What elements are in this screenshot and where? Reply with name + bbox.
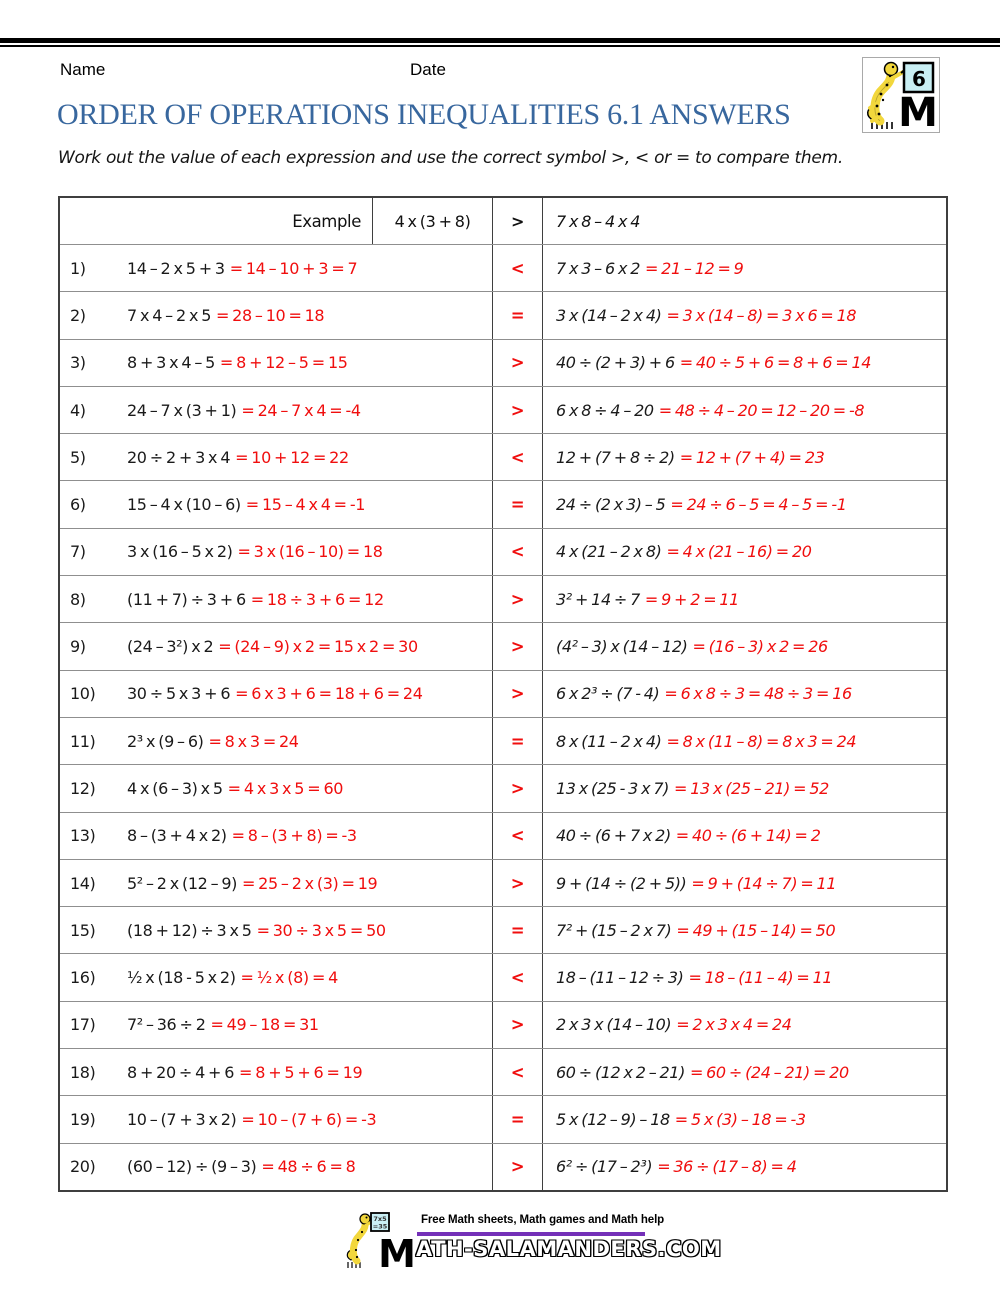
right-cell xyxy=(542,1096,946,1142)
right-cell xyxy=(542,623,946,669)
left-cell xyxy=(60,529,492,575)
comparison-symbol: < xyxy=(492,529,542,575)
table-row xyxy=(60,670,946,717)
left-cell xyxy=(60,623,492,669)
footer-tagline: Free Math sheets, Math games and Math help xyxy=(421,1214,665,1226)
row-number: 8) xyxy=(70,589,86,609)
right-answer: = 40 ÷ 5 + 6 = 8 + 6 = 14 xyxy=(679,353,872,373)
comparison-symbol: > xyxy=(492,671,542,717)
left-cell xyxy=(60,1096,492,1142)
right-expression: 12 + (7 + 8 ÷ 2) xyxy=(556,447,675,467)
footer-salamander-icon xyxy=(345,1210,417,1272)
table-row xyxy=(60,764,946,811)
right-cell xyxy=(542,292,946,338)
right-answer: = 48 ÷ 4 – 20 = 12 – 20 = -8 xyxy=(658,400,865,420)
left-expression: 4 x (6 – 3) x 5 xyxy=(127,778,223,798)
row-number: 2) xyxy=(70,305,86,325)
left-expression: (24 – 3²) x 2 xyxy=(127,637,214,657)
right-answer: = 13 x (25 – 21) = 52 xyxy=(674,778,829,798)
row-number: 17) xyxy=(70,1015,96,1035)
left-cell xyxy=(60,813,492,859)
left-answer: = 6 x 3 + 6 = 18 + 6 = 24 xyxy=(235,684,423,704)
right-expression: 40 ÷ (2 + 3) + 6 xyxy=(556,353,675,373)
right-answer: = (16 – 3) x 2 = 26 xyxy=(692,637,828,657)
left-answer: = 8 + 12 – 5 = 15 xyxy=(219,353,348,373)
left-expression: (18 + 12) ÷ 3 x 5 xyxy=(127,920,252,940)
right-cell xyxy=(542,954,946,1000)
right-answer: = 2 x 3 x 4 = 24 xyxy=(676,1015,792,1035)
right-expression: (4² – 3) x (14 – 12) xyxy=(556,637,688,657)
left-answer: = ½ x (8) = 4 xyxy=(240,968,338,988)
left-answer: = 4 x 3 x 5 = 60 xyxy=(227,778,344,798)
right-answer: = 12 + (7 + 4) = 23 xyxy=(679,447,825,467)
row-number: 3) xyxy=(70,353,86,373)
example-right-expression: 7 x 8 – 4 x 4 xyxy=(542,198,946,244)
right-cell xyxy=(542,671,946,717)
right-expression: 40 ÷ (6 + 7 x 2) xyxy=(556,826,671,846)
left-answer: = 8 x 3 = 24 xyxy=(208,731,299,751)
right-answer: = 21 – 12 = 9 xyxy=(644,258,744,278)
right-expression: 2 x 3 x (14 – 10) xyxy=(556,1015,672,1035)
left-cell xyxy=(60,292,492,338)
right-answer: = 8 x (11 – 8) = 8 x 3 = 24 xyxy=(666,731,857,751)
right-answer: = 18 – (11 – 4) = 11 xyxy=(688,968,833,988)
left-answer: = 10 – (7 + 6) = -3 xyxy=(241,1109,377,1129)
left-answer: = 14 – 10 + 3 = 7 xyxy=(229,258,358,278)
instruction-text: Work out the value of each expression and use the correct symbol >, < or = to compare them. xyxy=(58,148,843,168)
right-expression: 6² ÷ (17 – 2³) xyxy=(556,1157,653,1177)
row-number: 19) xyxy=(70,1109,96,1129)
right-answer: = 24 ÷ 6 – 5 = 4 – 5 = -1 xyxy=(670,495,847,515)
left-answer: = 28 – 10 = 18 xyxy=(215,305,325,325)
table-row xyxy=(60,575,946,622)
left-answer: = 3 x (16 – 10) = 18 xyxy=(237,542,383,562)
comparison-symbol: < xyxy=(492,813,542,859)
row-number: 18) xyxy=(70,1062,96,1082)
right-cell xyxy=(542,481,946,527)
left-answer: = 25 – 2 x (3) = 19 xyxy=(241,873,378,893)
table-row xyxy=(60,717,946,764)
comparison-symbol: > xyxy=(492,623,542,669)
left-answer: = 49 – 18 = 31 xyxy=(210,1015,319,1035)
left-expression: ½ x (18 - 5 x 2) xyxy=(127,968,236,988)
table-row xyxy=(60,953,946,1000)
left-expression: (11 + 7) ÷ 3 + 6 xyxy=(127,589,246,609)
left-expression: 5² – 2 x (12 – 9) xyxy=(127,873,237,893)
right-expression: 7 x 3 – 6 x 2 xyxy=(556,258,640,278)
left-cell xyxy=(60,245,492,291)
worksheet-table xyxy=(58,196,948,1192)
left-cell xyxy=(60,765,492,811)
table-row xyxy=(60,812,946,859)
example-left-expression: 4 x (3 + 8) xyxy=(372,198,492,244)
table-row xyxy=(60,1143,946,1190)
footer-m-icon: M xyxy=(378,1232,416,1272)
left-expression: 15 – 4 x (10 – 6) xyxy=(127,495,241,515)
left-cell xyxy=(60,718,492,764)
row-number: 5) xyxy=(70,447,86,467)
table-row xyxy=(60,859,946,906)
left-expression: 7² – 36 ÷ 2 xyxy=(127,1015,206,1035)
row-number: 12) xyxy=(70,778,96,798)
right-cell xyxy=(542,718,946,764)
right-answer: = 40 ÷ (6 + 14) = 2 xyxy=(675,826,821,846)
right-answer: = 9 + (14 ÷ 7) = 11 xyxy=(691,873,837,893)
grade-badge xyxy=(862,57,940,133)
right-cell xyxy=(542,529,946,575)
right-answer: = 6 x 8 ÷ 3 = 48 ÷ 3 = 16 xyxy=(664,684,852,704)
right-cell xyxy=(542,340,946,386)
comparison-symbol: = xyxy=(492,292,542,338)
row-number: 14) xyxy=(70,873,96,893)
left-answer: = (24 – 9) x 2 = 15 x 2 = 30 xyxy=(218,637,418,657)
comparison-symbol: > xyxy=(492,1144,542,1190)
table-row xyxy=(60,1048,946,1095)
row-number: 9) xyxy=(70,637,86,657)
comparison-symbol: > xyxy=(492,340,542,386)
right-answer: = 36 ÷ (17 – 8) = 4 xyxy=(657,1157,797,1177)
row-number: 16) xyxy=(70,968,96,988)
comparison-symbol: < xyxy=(492,1049,542,1095)
left-expression: 8 + 20 ÷ 4 + 6 xyxy=(127,1062,235,1082)
table-row xyxy=(60,1095,946,1142)
right-answer: = 3 x (14 – 8) = 3 x 6 = 18 xyxy=(666,305,857,325)
right-expression: 60 ÷ (12 x 2 – 21) xyxy=(556,1062,685,1082)
salamander-grade-icon xyxy=(863,58,939,132)
left-cell xyxy=(60,860,492,906)
row-number: 7) xyxy=(70,542,86,562)
footer-divider xyxy=(417,1232,645,1236)
right-cell xyxy=(542,434,946,480)
table-row xyxy=(60,906,946,953)
comparison-symbol: > xyxy=(492,576,542,622)
left-cell xyxy=(60,387,492,433)
left-answer: = 10 + 12 = 22 xyxy=(235,447,349,467)
left-cell xyxy=(60,1002,492,1048)
comparison-symbol: = xyxy=(492,481,542,527)
example-label: Example xyxy=(292,211,361,231)
board-text-2: =35 xyxy=(372,1222,388,1231)
row-number: 1) xyxy=(70,258,86,278)
table-row xyxy=(60,244,946,291)
left-answer: = 30 ÷ 3 x 5 = 50 xyxy=(256,920,386,940)
comparison-symbol: = xyxy=(492,718,542,764)
table-row xyxy=(60,528,946,575)
left-cell xyxy=(60,1049,492,1095)
right-expression: 7² + (15 – 2 x 7) xyxy=(556,920,672,940)
comparison-symbol: < xyxy=(492,954,542,1000)
right-expression: 6 x 8 ÷ 4 – 20 xyxy=(556,400,654,420)
row-number: 20) xyxy=(70,1157,96,1177)
left-cell xyxy=(60,576,492,622)
table-row xyxy=(60,622,946,669)
right-cell xyxy=(542,387,946,433)
right-answer: = 49 + (15 – 14) = 50 xyxy=(676,920,836,940)
right-expression: 18 – (11 – 12 ÷ 3) xyxy=(556,968,684,988)
left-answer: = 8 – (3 + 8) = -3 xyxy=(231,826,357,846)
site-name: ATH-SALAMANDERS.COM xyxy=(416,1237,722,1261)
table-row xyxy=(60,480,946,527)
date-label: Date xyxy=(410,60,446,79)
right-expression: 6 x 2³ ÷ (7 - 4) xyxy=(556,684,660,704)
left-cell xyxy=(60,954,492,1000)
left-expression: 8 + 3 x 4 – 5 xyxy=(127,353,215,373)
right-expression: 5 x (12 – 9) – 18 xyxy=(556,1109,670,1129)
left-expression: 30 ÷ 5 x 3 + 6 xyxy=(127,684,231,704)
left-cell xyxy=(60,481,492,527)
comparison-symbol: > xyxy=(492,860,542,906)
comparison-symbol: > xyxy=(492,765,542,811)
right-cell xyxy=(542,1144,946,1190)
right-expression: 24 ÷ (2 x 3) – 5 xyxy=(556,495,666,515)
right-cell xyxy=(542,813,946,859)
right-expression: 4 x (21 – 2 x 8) xyxy=(556,542,662,562)
left-answer: = 24 – 7 x 4 = -4 xyxy=(241,400,361,420)
left-cell xyxy=(60,907,492,953)
right-answer: = 5 x (3) – 18 = -3 xyxy=(674,1109,806,1129)
name-label: Name xyxy=(60,60,106,79)
row-number: 11) xyxy=(70,731,96,751)
right-cell xyxy=(542,1002,946,1048)
right-expression: 3² + 14 ÷ 7 xyxy=(556,589,640,609)
right-cell xyxy=(542,576,946,622)
left-expression: 20 ÷ 2 + 3 x 4 xyxy=(127,447,231,467)
right-answer: = 60 ÷ (24 – 21) = 20 xyxy=(689,1062,849,1082)
right-expression: 8 x (11 – 2 x 4) xyxy=(556,731,662,751)
left-answer: = 8 + 5 + 6 = 19 xyxy=(239,1062,363,1082)
m-logo-icon: M xyxy=(898,90,938,132)
left-cell xyxy=(60,1144,492,1190)
example-symbol: > xyxy=(492,198,542,244)
footer xyxy=(0,1210,1000,1274)
left-expression: 8 – (3 + 4 x 2) xyxy=(127,826,227,846)
comparison-symbol: > xyxy=(492,387,542,433)
row-number: 10) xyxy=(70,684,96,704)
right-answer: = 9 + 2 = 11 xyxy=(644,589,739,609)
page-title: ORDER OF OPERATIONS INEQUALITIES 6.1 ANSWERS xyxy=(57,98,791,131)
left-expression: 2³ x (9 – 6) xyxy=(127,731,204,751)
right-expression: 9 + (14 ÷ (2 + 5)) xyxy=(556,873,687,893)
right-expression: 3 x (14 – 2 x 4) xyxy=(556,305,662,325)
example-row xyxy=(60,198,946,244)
comparison-symbol: = xyxy=(492,1096,542,1142)
left-answer: = 48 ÷ 6 = 8 xyxy=(261,1157,356,1177)
left-expression: 3 x (16 – 5 x 2) xyxy=(127,542,233,562)
row-number: 6) xyxy=(70,495,86,515)
left-expression: 14 – 2 x 5 + 3 xyxy=(127,258,225,278)
table-row xyxy=(60,291,946,338)
row-number: 15) xyxy=(70,920,96,940)
table-row xyxy=(60,339,946,386)
board-text-1: 7x5 xyxy=(373,1215,387,1223)
right-expression: 13 x (25 - 3 x 7) xyxy=(556,778,669,798)
grade-number: 6 xyxy=(912,67,926,91)
comparison-symbol: < xyxy=(492,434,542,480)
right-cell xyxy=(542,765,946,811)
left-expression: 24 – 7 x (3 + 1) xyxy=(127,400,237,420)
left-cell xyxy=(60,671,492,717)
left-expression: (60 – 12) ÷ (9 – 3) xyxy=(127,1157,257,1177)
row-number: 13) xyxy=(70,826,96,846)
left-answer: = 18 ÷ 3 + 6 = 12 xyxy=(250,589,384,609)
left-answer: = 15 – 4 x 4 = -1 xyxy=(245,495,366,515)
top-divider xyxy=(0,38,1000,47)
row-number: 4) xyxy=(70,400,86,420)
left-expression: 7 x 4 – 2 x 5 xyxy=(127,305,211,325)
right-cell xyxy=(542,1049,946,1095)
comparison-symbol: > xyxy=(492,1002,542,1048)
comparison-symbol: = xyxy=(492,907,542,953)
table-row xyxy=(60,1001,946,1048)
right-cell xyxy=(542,860,946,906)
left-cell xyxy=(60,340,492,386)
right-cell xyxy=(542,245,946,291)
right-answer: = 4 x (21 – 16) = 20 xyxy=(666,542,812,562)
left-expression: 10 – (7 + 3 x 2) xyxy=(127,1109,237,1129)
right-cell xyxy=(542,907,946,953)
table-row xyxy=(60,386,946,433)
table-row xyxy=(60,433,946,480)
comparison-symbol: < xyxy=(492,245,542,291)
left-cell xyxy=(60,434,492,480)
